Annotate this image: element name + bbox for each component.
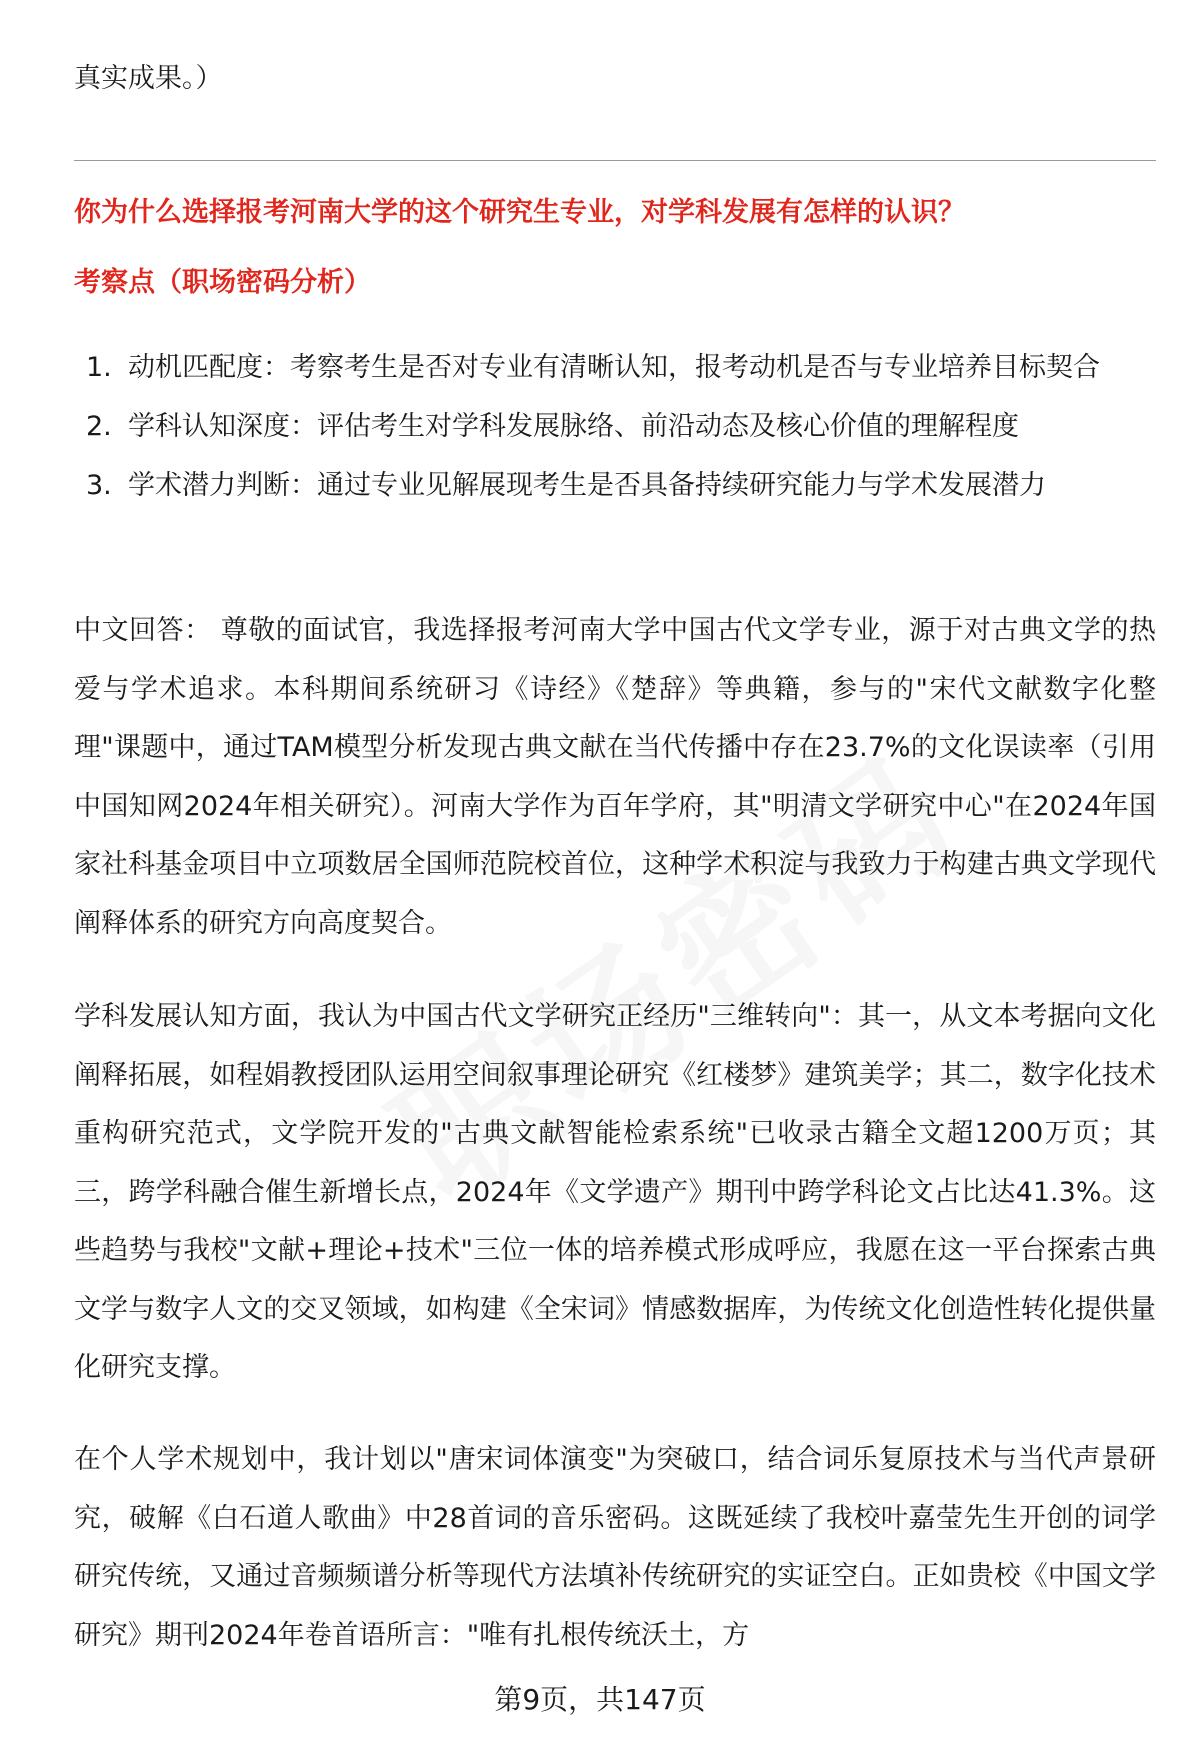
list-item <box>74 456 1156 515</box>
list-item-number: 2. <box>86 411 112 442</box>
list-item <box>74 397 1156 456</box>
answer-paragraph: 学科发展认知方面，我认为中国古代文学研究正经历"三维转向"：其一，从文本考据向文化阐释拓展，如程娟教授团队运用空间叙事理论研究《红楼梦》建筑美学；其二，数字化技术重构研究范式，文学院开发的"古典文献智能检索系统"已收录古籍全文超1200万页；其三，跨学科融合催生新增长点，2024年《文学遗产》期刊中跨学科论文占比达41.3%。这些趋势与我校"文献+理论+技术"三位一体的培养模式形成呼应，我愿在这一平台探索古典文学与数字人文的交叉领域，如构建《全宋词》情感数据库，为传统文化创造性转化提供量化研究支撑。 <box>74 1001 1156 1383</box>
answer-paragraph: 在个人学术规划中，我计划以"唐宋词体演变"为突破口，结合词乐复原技术与当代声景研究，破解《白石道人歌曲》中28首词的音乐密码。这既延续了我校叶嘉莹先生开创的词学研究传统，又通过音频频谱分析等现代方法填补传统研究的实证空白。正如贵校《中国文学研究》期刊2024年卷首语所言："唯有扎根传统沃土，方 <box>74 1444 1156 1651</box>
list-item-number: 1. <box>86 352 112 383</box>
page-number: 第9页，共147页 <box>494 1683 706 1716</box>
list-item-text: 学术潜力判断：通过专业见解展现考生是否具备持续研究能力与学术发展潜力 <box>128 470 1046 501</box>
list-item <box>74 338 1156 397</box>
lead-text: 真实成果。） <box>74 63 223 94</box>
list-item-text: 动机匹配度：考察考生是否对专业有清晰认知，报考动机是否与专业培养目标契合 <box>128 352 1100 383</box>
question-heading: 你为什么选择报考河南大学的这个研究生专业，对学科发展有怎样的认识？ <box>74 197 965 228</box>
points-title: 考察点（职场密码分析） <box>74 267 371 298</box>
list-item-text: 学科认知深度：评估考生对学科发展脉络、前沿动态及核心价值的理解程度 <box>128 411 1019 442</box>
evaluation-points-list <box>74 338 1156 515</box>
answer-paragraph: 中文回答： 尊敬的面试官，我选择报考河南大学中国古代文学专业，源于对古典文学的热爱与学术追求。本科期间系统研习《诗经》《楚辞》等典籍，参与的"宋代文献数字化整理"课题中，通过TAM模型分析发现古典文献在当代传播中存在23.7%的文化误读率（引用中国知网2024年相关研究）。河南大学作为百年学府，其"明清文学研究中心"在2024年国家社科基金项目中立项数居全国师范院校首位，这种学术积淀与我致力于构建古典文学现代阐释体系的研究方向高度契合。 <box>74 615 1156 939</box>
list-item-number: 3. <box>86 470 112 501</box>
divider-line <box>74 160 1156 161</box>
